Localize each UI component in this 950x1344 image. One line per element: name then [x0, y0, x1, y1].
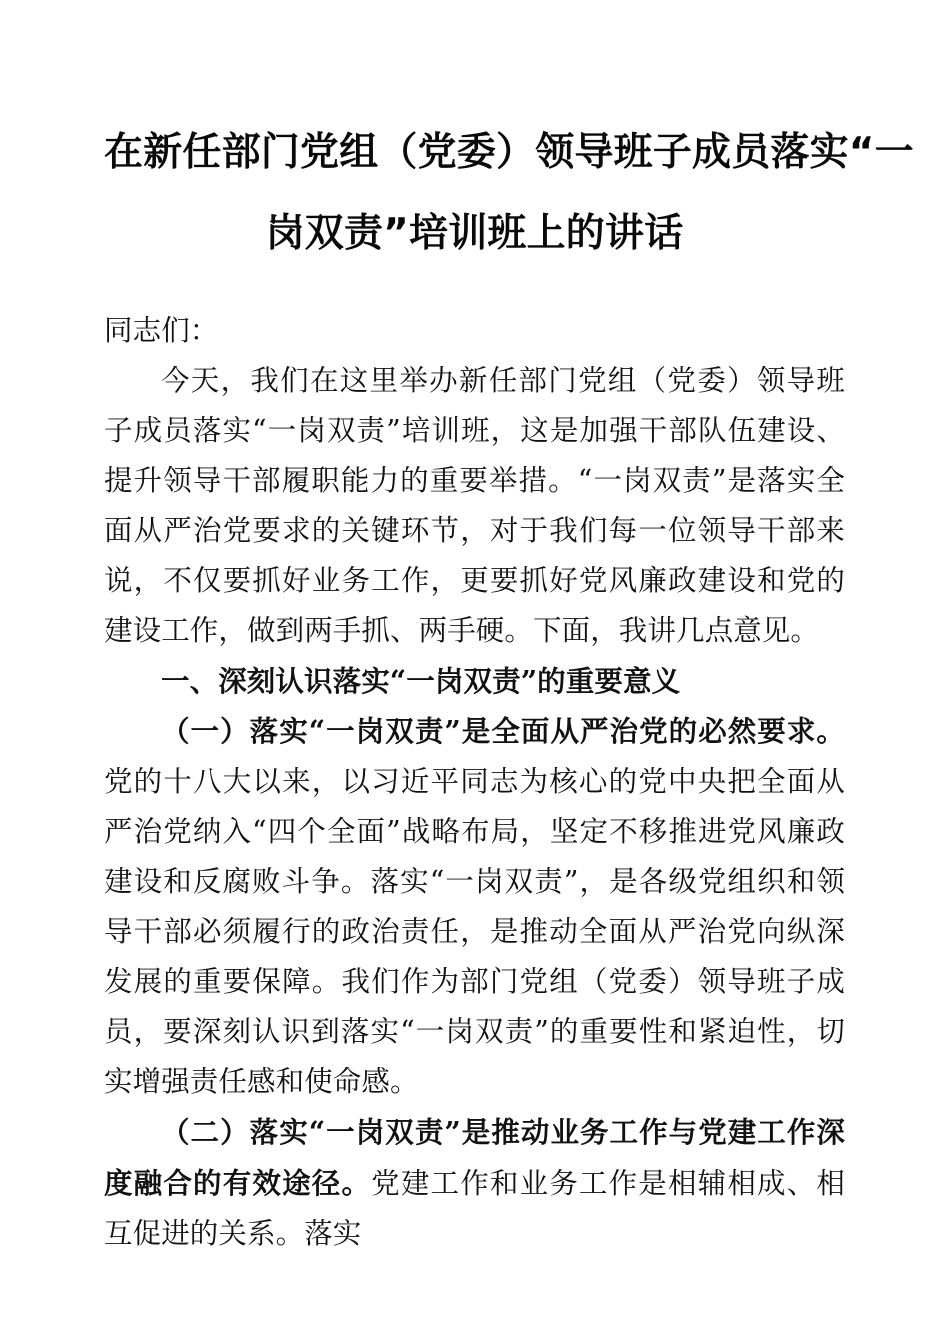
subsection-1-1-paragraph	[104, 706, 845, 1107]
page-title-line-2: 岗双责”培训班上的讲话	[265, 211, 684, 256]
subsection-1-2-paragraph	[104, 1107, 845, 1259]
page-title	[104, 0, 914, 274]
document-body	[104, 306, 845, 1259]
opening-paragraph: 今天，我们在这里举办新任部门党组（党委）领导班子成员落实“一岗双责”培训班，这是加强干部队伍建设、提升领导干部履职能力的重要举措。“一岗双责”是落实全面从严治党要求的关键环节，对于我们每一位领导干部来说，不仅要抓好业务工作，更要抓好党风廉政建设和党的建设工作，做到两手抓、两手硬。下面，我讲几点意见。	[104, 364, 845, 647]
subsection-1-1-lead: （一）落实“一岗双责”是全面从严治党的必然要求。	[161, 714, 845, 748]
section-heading-1: 一、深刻认识落实“一岗双责”的重要意义	[161, 664, 681, 698]
subsection-1-2-text: 党建工作和业务工作是相辅相成、相互促进的关系。落实	[104, 1167, 845, 1250]
page-title-line-1: 在新任部门党组（党委）领导班子成员落实“一	[104, 130, 914, 175]
salutation: 同志们：	[104, 314, 219, 347]
subsection-1-1-text: 党的十八大以来，以习近平同志为核心的党中央把全面从严治党纳入“四个全面”战略布局，坚定不移推进党风廉政建设和反腐败斗争。落实“一岗双责”，是各级党组织和领导干部必须履行的政治责任，是推动全面从严治党向纵深发展的重要保障。我们作为部门党组（党委）领导班子成员，要深刻认识到落实“一岗双责”的重要性和紧迫性，切实增强责任感和使命感。	[104, 765, 845, 1098]
subsection-1-2-lead: （二）落实“一岗双责”是推动业务工作与党建工作深度融合的有效途径。	[104, 1115, 845, 1200]
